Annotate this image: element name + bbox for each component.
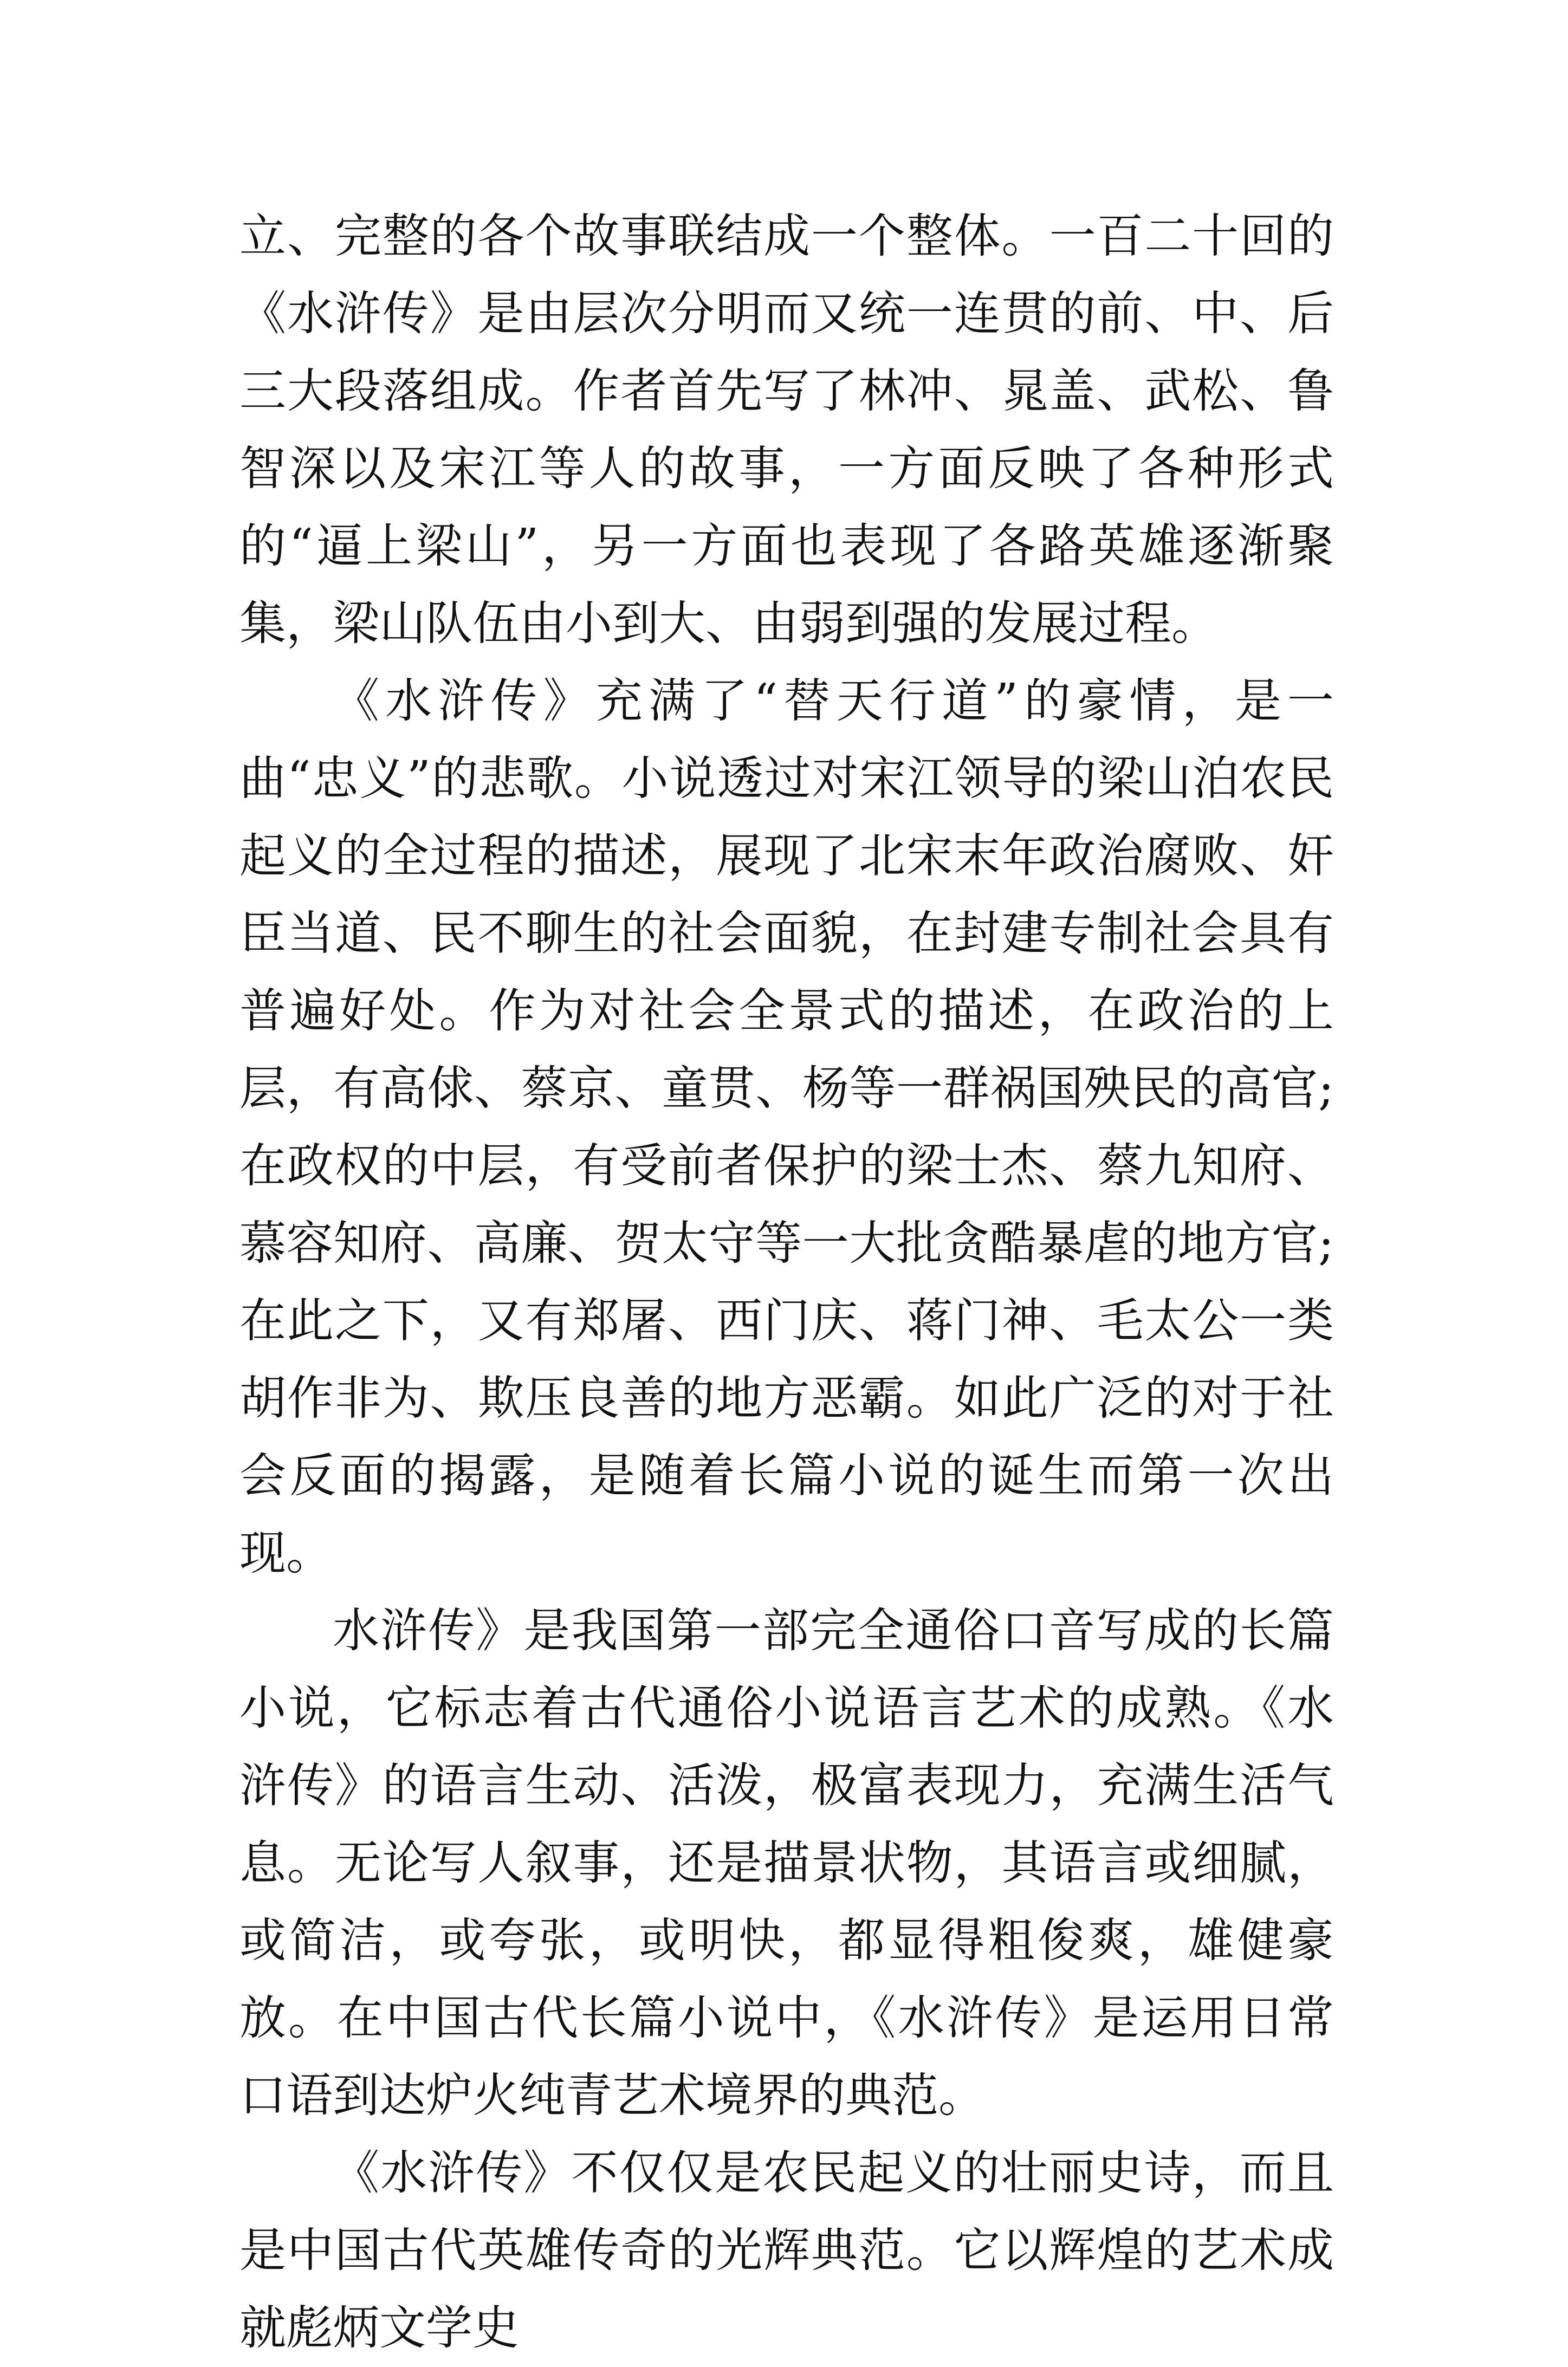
- body-text: [239, 198, 1334, 2367]
- paragraph-3: 水浒传》是我国第一部完全通俗口音写成的长篇小说，它标志着古代通俗小说语言艺术的成熟。《水浒传》的语言生动、活泼，极富表现力，充满生活气息。无论写人叙事，还是描景状物，其语言或细腻，或简洁，或夸张，或明快，都显得粗俊爽，雄健豪放。在中国古代长篇小说中，《水浒传》是运用日常口语到达炉火纯青艺术境界的典范。: [239, 1604, 1334, 2123]
- paragraph-4: 《水浒传》不仅仅是农民起义的壮丽史诗，而且是中国古代英雄传奇的光辉典范。它以辉煌的艺术成就彪炳文学史: [239, 2146, 1334, 2355]
- paragraph-2: 《水浒传》充满了“替天行道”的豪情，是一曲“忠义”的悲歌。小说透过对宋江领导的梁山泊农民起义的全过程的描述，展现了北宋末年政治腐败、奸臣当道、民不聊生的社会面貌，在封建专制社会具有普遍好处。作为对社会全景式的描述，在政治的上层，有高俅、蔡京、童贯、杨等一群祸国殃民的高官;在政权的中层，有受前者保护的梁士杰、蔡九知府、慕容知府、高廉、贺太守等一大批贪酷暴虐的地方官;在此之下，又有郑屠、西门庆、蒋门神、毛太公一类胡作非为、欺压良善的地方恶霸。如此广泛的对于社会反面的揭露，是随着长篇小说的诞生而第一次出现。: [239, 674, 1334, 1580]
- paragraph-1: 立、完整的各个故事联结成一个整体。一百二十回的《水浒传》是由层次分明而又统一连贯的前、中、后三大段落组成。作者首先写了林冲、晁盖、武松、鲁智深以及宋江等人的故事，一方面反映了各种形式的“逼上梁山”，另一方面也表现了各路英雄逐渐聚集，梁山队伍由小到大、由弱到强的发展过程。: [239, 209, 1334, 651]
